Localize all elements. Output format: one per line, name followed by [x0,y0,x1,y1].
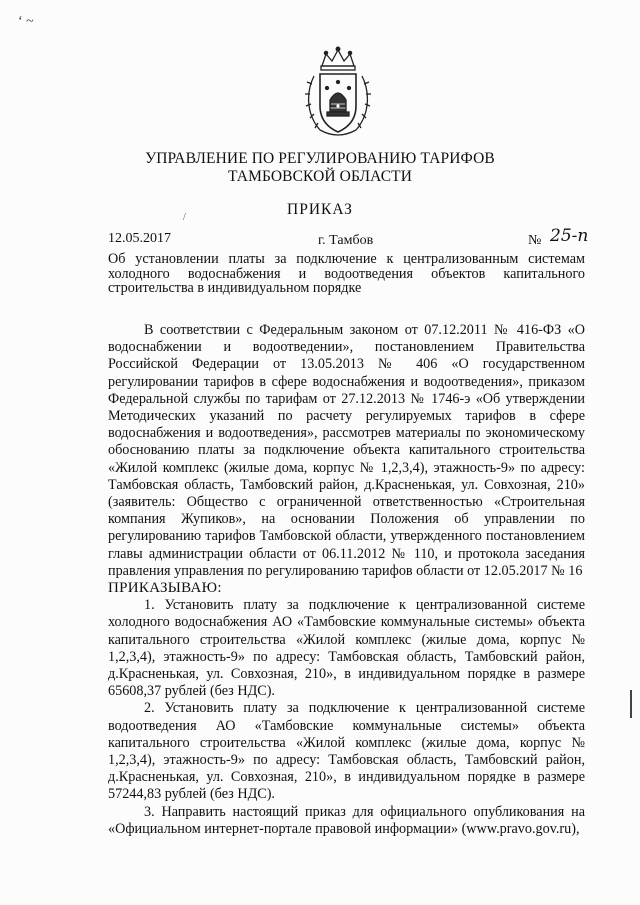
order-number-handwritten: 25-п [550,226,589,246]
coat-of-arms-emblem [300,44,376,142]
order-subject: Об установлении платы за подключение к централизованным системам холодного водоснабжения и водоотведения объектов капитального строительства в индивидуальном порядке [108,251,585,296]
scan-edge-mark [630,690,632,718]
order-number-label: № [528,233,542,248]
preamble-paragraph: В соответствии с Федеральным законом от 07.12.2011 № 416-ФЗ «О водоснабжении и водоотведении», постановлением Правительства Российской Федерации от 13.05.2013 № 406 «О государственном регулировании тарифов в сфере водоснабжения и водоотведения», приказом Федеральной службы по тарифам от 27.12.2013 № 1746-э «Об утверждении Методических указаний по расчету регулируемых тарифов в сфере водоснабжения и водоотведения», рассмотрев материалы по экономическому обоснованию платы за подключение объекта капитального строительства «Жилой комплекс (жилые дома, корпус № 1,2,3,4), этажность-9» по адресу: Тамбовская область, Тамбовский район, д.Красненькая, ул. Совхозная, 210» (заявитель: Общество с ограниченной ответственностью «Строительная компания Жупиков», на основании Положения об управлении по регулированию тарифов Тамбовской области, утвержденного постановлением главы администрации области от 06.11.2012 № 110, и протокола заседания правления управления по регулированию тарифов области от 12.05.2017 № 16 [108,322,585,579]
order-item-2: 2. Установить плату за подключение к централизованной системе водоотведения АО «Тамбовские коммунальные системы» объекта капитального строительства «Жилой комплекс (жилые дома, корпус № 1,2,3,4), этажность-9» по адресу: Тамбовская область, Тамбовский район, д.Красненькая, ул. Совхозная, 210», в индивидуальном порядке в размере 57244,83 рублей (без НДС). [108,700,585,803]
document-type-title: ПРИКАЗ [287,201,353,218]
scan-mark: ‘ ~ [18,14,34,29]
order-city: г. Тамбов [318,233,374,248]
order-date: 12.05.2017 [108,231,171,246]
order-item-1: 1. Установить плату за подключение к централизованной системе холодного водоснабжения АО «Тамбовские коммунальные системы» объекта капитального строительства «Жилой комплекс (жилые дома, корпус № 1,2,3,4), этажность-9» по адресу: Тамбовская область, Тамбовский район, д.Красненькая, ул. Совхозная, 210», в индивидуальном порядке в размере 65608,37 рублей (без НДС). [108,597,585,700]
pen-tick-mark: / [183,212,186,223]
organization-name-line1: УПРАВЛЕНИЕ ПО РЕГУЛИРОВАНИЮ ТАРИФОВ [145,150,495,167]
organization-name-line2: ТАМБОВСКОЙ ОБЛАСТИ [228,168,412,185]
order-item-3: 3. Направить настоящий приказ для официального опубликования на «Официальном интернет-портале правовой информации» (www.pravo.gov.ru), [108,803,585,837]
prikazyvayu-heading: ПРИКАЗЫВАЮ: [108,580,222,597]
order-body [108,322,585,838]
